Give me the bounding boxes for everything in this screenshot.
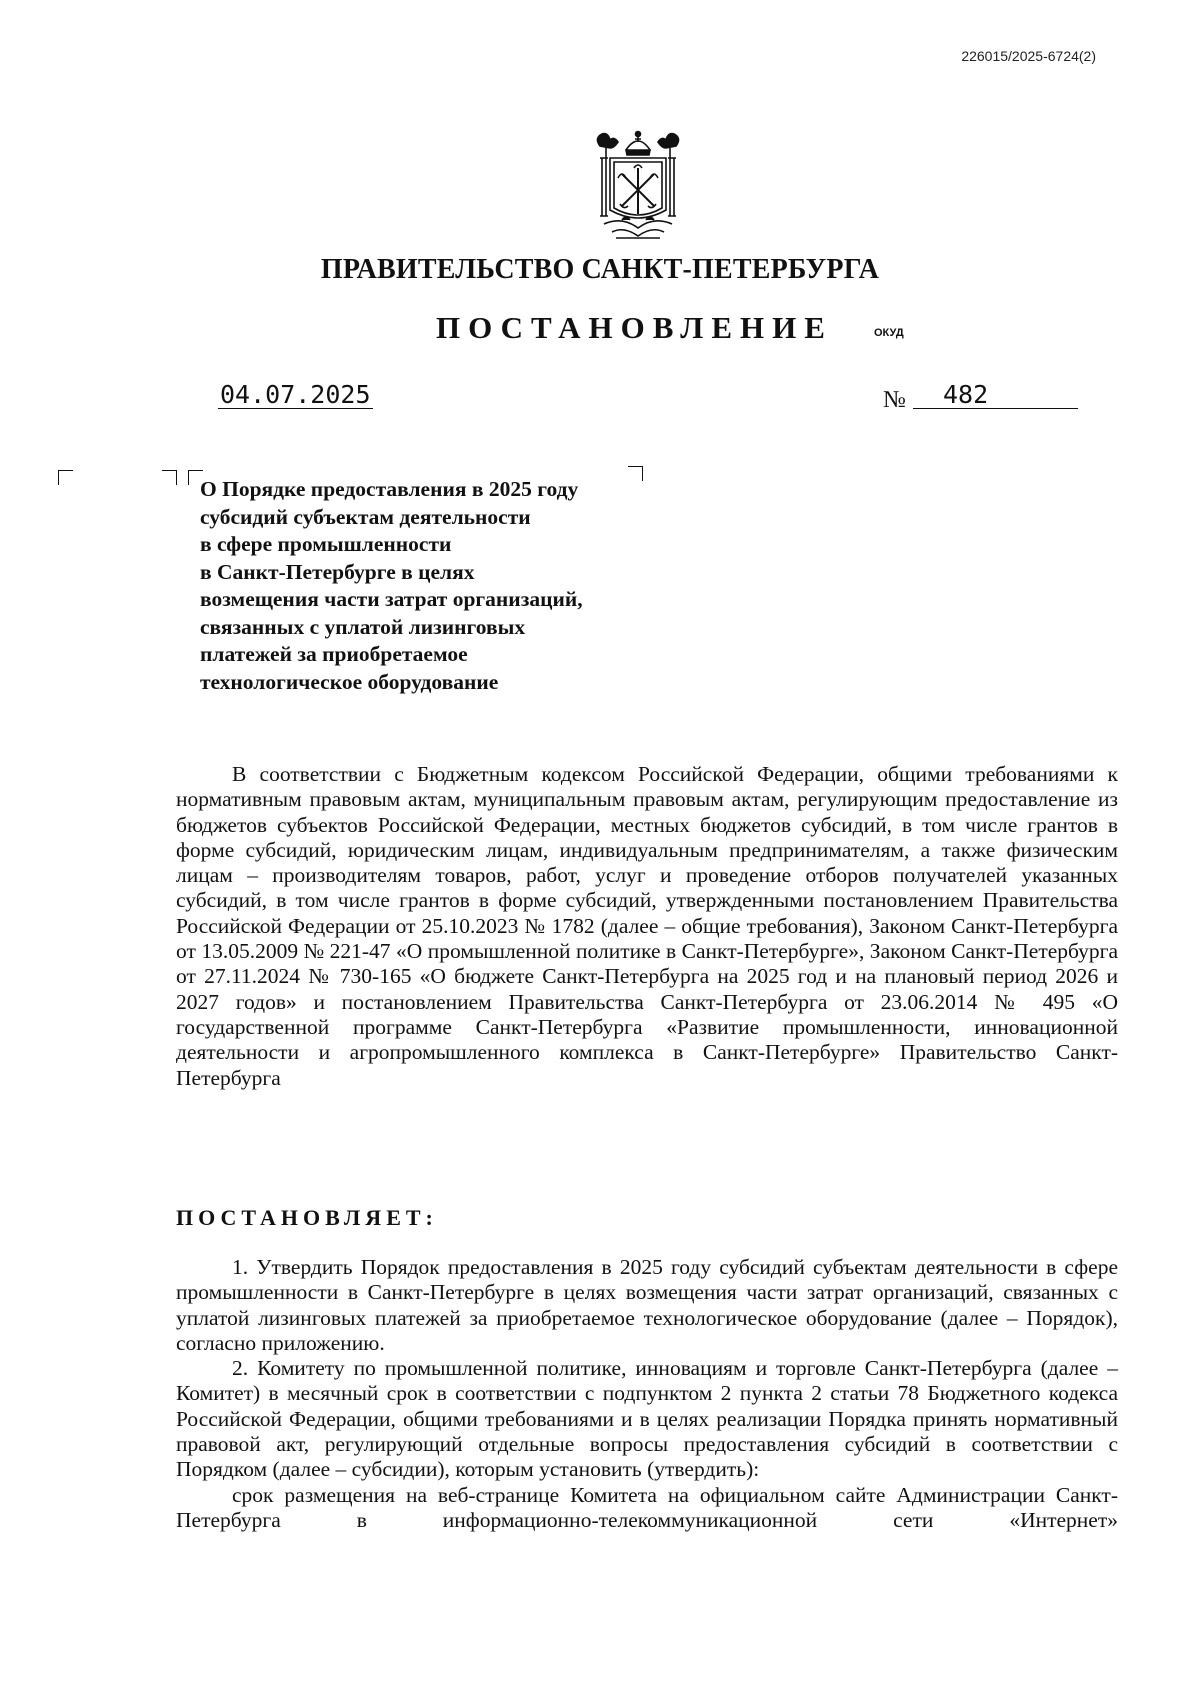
corner-mark-left: [58, 470, 73, 485]
coat-of-arms-saint-petersburg-icon: [592, 128, 684, 244]
document-title: [200, 476, 670, 696]
decree-item-1: 1. Утвердить Порядок предоставления в 2025 году субсидий субъектам деятельности в сфере промышленности в Санкт-Петербурге в целях возмещения части затрат организаций, связанных с уплатой лизинговых платежей за приобретаемое технологическое оборудование (далее – Порядок), согласно приложению.: [176, 1255, 1118, 1355]
number-label: №: [883, 387, 906, 413]
preamble-paragraph: В соответствии с Бюджетным кодексом Российской Федерации, общими требованиями к нормативным правовым актам, муниципальным правовым актам, регулирующим предоставление из бюджетов субъектов Российской Федерации, местных бюджетов субсидий, в том числе грантов в форме субсидий, юридическим лицам, индивидуальным предпринимателям, а также физическим лицам – производителям товаров, работ, услуг и проведение отборов получателей указанных субсидий, в том числе грантов в форме субсидий, утвержденными постановлением Правительства Российской Федерации от 25.10.2023 № 1782 (далее – общие требования), Законом Санкт-Петербурга от 13.05.2009 № 221-47 «О промышленной политике в Санкт-Петербурге», Законом Санкт-Петербурга от 27.11.2024 № 730-165 «О бюджете Санкт-Петербурга на 2025 год и на плановый период 2026 и 2027 годов» и постановлением Правительства Санкт-Петербурга от 23.06.2014 № 495 «О государственной программе Санкт-Петербурга «Развитие промышленности, инновационной деятельности и агропромышленного комплекса в Санкт-Петербурге» Правительство Санкт-Петербурга: [176, 762, 1118, 1090]
okud-label: ОКУД: [874, 327, 904, 339]
title-line: платежей за приобретаемое: [200, 642, 468, 666]
title-line: О Порядке предоставления в 2025 году: [200, 477, 579, 501]
decree-word: ПОСТАНОВЛЯЕТ:: [176, 1205, 438, 1230]
document-type-heading: ПОСТАНОВЛЕНИЕ: [436, 310, 833, 345]
title-line: связанных с уплатой лизинговых: [200, 614, 526, 639]
title-line: в сфере промышленности: [200, 532, 452, 556]
corner-mark-title-right-outer: [162, 470, 177, 485]
decree-item-2: 2. Комитету по промышленной политике, инновациям и торговле Санкт-Петербурга (далее – Комитет) в месячный срок в соответствии с подпунктом 2 пункта 2 статьи 78 Бюджетного кодекса Российской Федерации, общими требованиями и в целях реализации Порядка принять нормативный правовой акт, регулирующий отдельные вопросы предоставления субсидий в соответствии с Порядком (далее – субсидии), которым установить (утвердить):: [176, 1356, 1118, 1482]
title-line: технологическое оборудование: [200, 669, 499, 694]
decree-item-2-subitem: срок размещения на веб-странице Комитета на официальном сайте Администрации Санкт-Петербурга в информационно-телекоммуникационной сети «Интернет»: [176, 1482, 1118, 1532]
title-line: субсидий субъектам деятельности: [200, 504, 531, 529]
document-date: 04.07.2025: [220, 380, 371, 409]
title-line: возмещения части затрат организаций,: [200, 587, 583, 611]
organization-name: ПРАВИТЕЛЬСТВО САНКТ-ПЕТЕРБУРГА: [320, 254, 880, 285]
document-number: 482: [913, 382, 1078, 409]
title-line: в Санкт-Петербурге в целях: [200, 559, 475, 584]
decree-items: [176, 1255, 1118, 1533]
document-registration-number: 226015/2025-6724(2): [961, 48, 1096, 64]
preamble-block: [176, 762, 1118, 1091]
